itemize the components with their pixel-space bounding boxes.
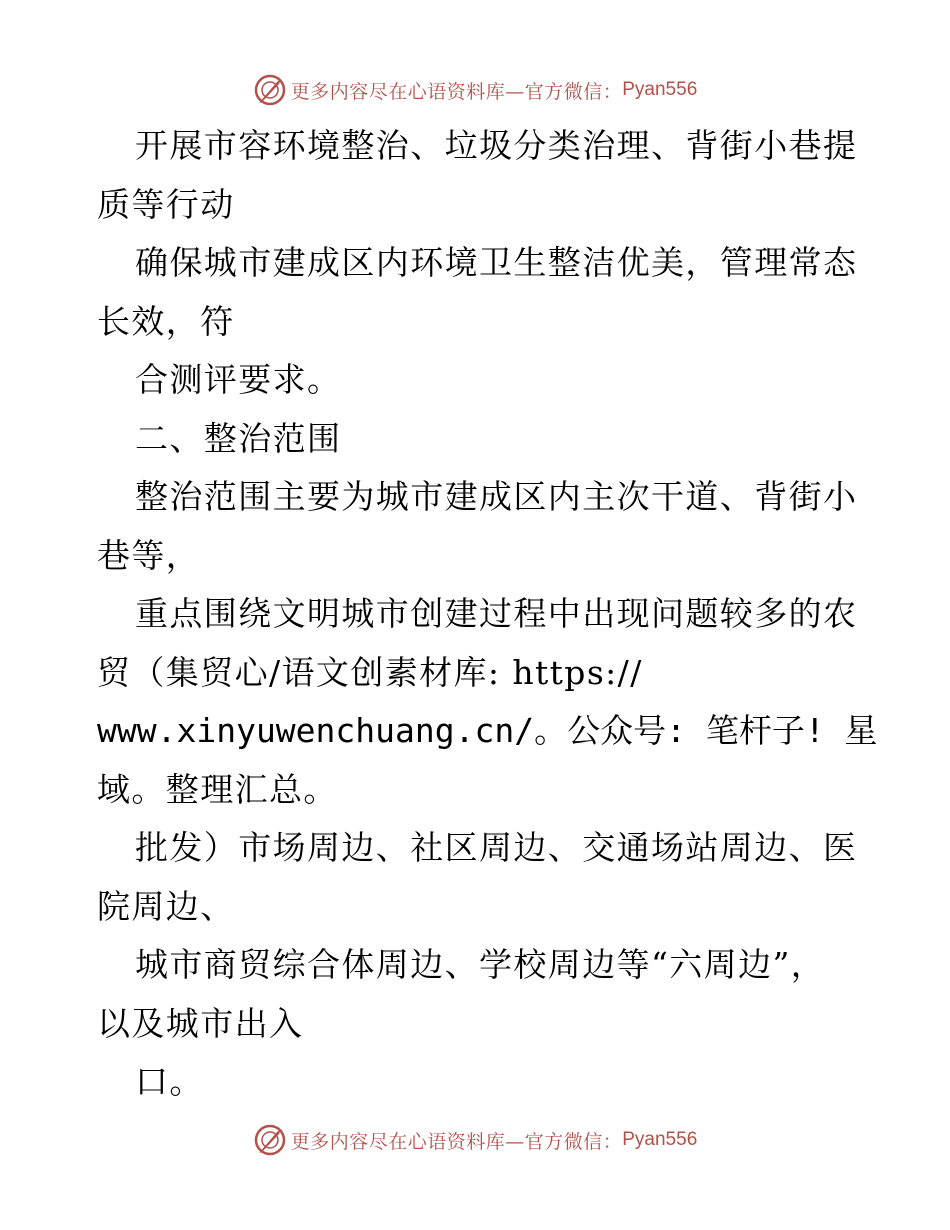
text-line: 巷等， — [97, 535, 201, 575]
text-line: 城市商贸综合体周边、学校周边等“六周边”， — [135, 945, 826, 984]
text-line: 批发）市场周边、社区周边、交通场站周边、医 — [135, 828, 858, 867]
watermark-text: 更多内容尽在心语资料库—官方微信： — [290, 80, 623, 103]
text-line: 贸（集贸心/语文创素材库: https:// — [97, 652, 643, 692]
text-line: 确保城市建成区内环境卫生整洁优美，管理常态 — [135, 243, 858, 282]
quill-logo-icon — [253, 73, 287, 107]
text-line: 长效，符 — [97, 301, 235, 341]
document-body — [97, 117, 878, 1112]
watermark-wechat-id: Pyan556 — [622, 79, 698, 100]
header-watermark — [0, 68, 950, 112]
section-heading: 二、整治范围 — [135, 418, 342, 458]
text-line: 重点围绕文明城市创建过程中出现问题较多的农 — [135, 594, 858, 633]
text-line: 口。 — [135, 1062, 204, 1101]
text-line: 域。整理汇总。 — [97, 769, 338, 809]
text-line: www.xinyuwenchuang.cn/。公众号: 笔杆子! 星 — [97, 711, 878, 750]
text-line: 质等行动 — [97, 184, 235, 224]
text-line: 以及城市出入 — [97, 1003, 304, 1043]
text-line: 合测评要求。 — [135, 360, 342, 399]
text-line: 开展市容环境整治、垃圾分类治理、背街小巷提 — [135, 126, 858, 165]
watermark-text: 更多内容尽在心语资料库—官方微信： — [290, 1130, 623, 1153]
watermark-wechat-id: Pyan556 — [622, 1129, 698, 1150]
footer-watermark — [0, 1118, 950, 1162]
text-line: 院周边、 — [97, 886, 235, 926]
quill-logo-icon — [253, 1123, 287, 1157]
text-line: 整治范围主要为城市建成区内主次干道、背街小 — [135, 477, 858, 516]
